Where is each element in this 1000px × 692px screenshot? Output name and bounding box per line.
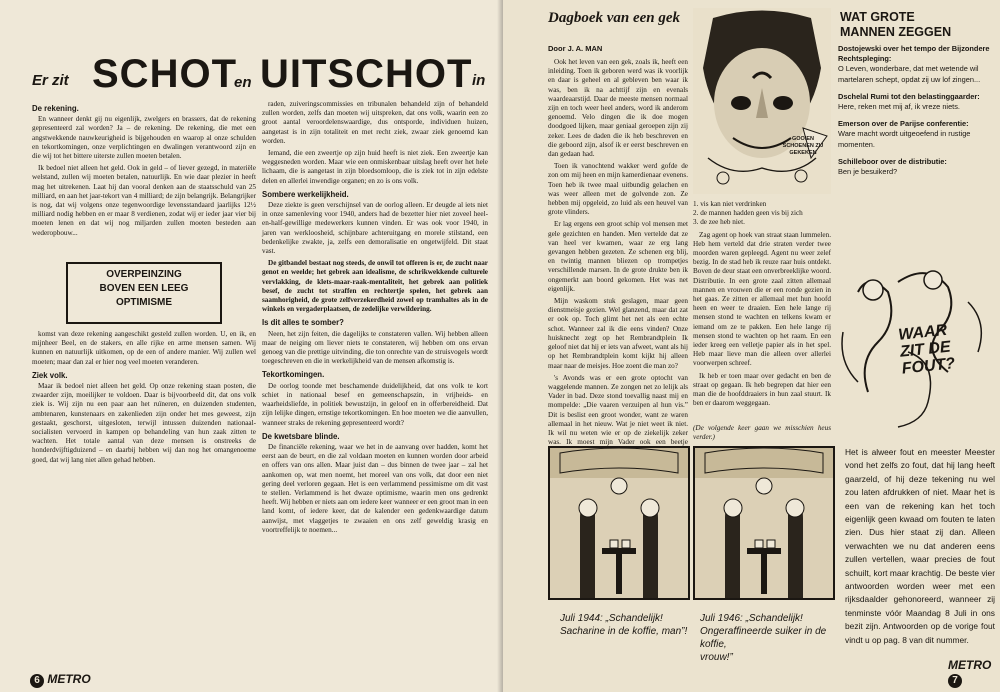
quotes-heading bbox=[840, 10, 990, 40]
byline: Door J. A. MAN bbox=[548, 44, 603, 53]
subhead-tekortkomingen: Tekortkomingen. bbox=[262, 370, 325, 380]
waar-line: ZIT DE bbox=[899, 338, 952, 361]
paragraph: Deze ziekte is geen verschijnsel van de oorlog alleen. Er deugde al iets niet in onze samenleving voor 1940, anders had de bezetter hier niet zoveel heel-en-half-gewillige medewerkers kunnen vinden. Er was ook voor 1940, in jaren van werkloosheid, schijnbare achteruitgang en morele stilstand, een bedenkelijke zwakte, ja, zelfs een demoralisatie en ongetwijfeld. Dit staat vast. bbox=[262, 201, 488, 256]
title-mid: en bbox=[234, 74, 252, 91]
cartoon-panel-1944 bbox=[548, 446, 690, 600]
waar-zit-de-fout-illustration bbox=[838, 262, 996, 434]
article-title bbox=[32, 52, 492, 102]
quote-attribution: Dschelal Rumi tot den belastinggaarder: bbox=[838, 91, 980, 101]
quote-text: Here, reken met mij af, ik vreze niets. bbox=[838, 102, 960, 112]
paragraph: Neen, het zijn feiten, die dagelijks te constateren vallen. Wij hebben alleen maar de neiging om liever niets te constateren, wij hebben om ons ervan genoeg van die prettige uitvinding, die ton onrechte van de struisvogels wordt toegeschreven en die in werkelijkheid van de mensen afkomstig is. bbox=[262, 329, 488, 366]
paragraph: Mijn waskom stuk geslagen, maar geen dienstmeisje gezien. Wel glanzend, maar dat zat er ook op. Toch glimt het net als een echte schot. Wanneer zal ik die eens vinden? Onze huisknecht zegt op het Rembrandtplein Ik geloof niet dat hij er iets van afweet, want als hij op het Rembrandtplein komt kijkt hij alleen maar naar de meisjes. Hoe zoent die man zo? bbox=[548, 297, 688, 370]
title-pre: Er zit bbox=[32, 72, 69, 89]
numbered-list-item: 3. de zee heb niet. bbox=[693, 218, 745, 227]
quote-text: O Leven, wonderbare, dat met wetende wil martelaren schept, opdat zij uw lof zingen... bbox=[838, 64, 981, 84]
quote-attribution: Schilleboor over de distributie: bbox=[838, 156, 947, 166]
quotes-heading-line: WAT GROTE bbox=[840, 10, 915, 24]
quote-attribution: Emerson over de Parijse conferentie: bbox=[838, 119, 969, 129]
waar-line: WAAR bbox=[897, 321, 948, 344]
caption-line: Sacharine in de koffie, man”! bbox=[560, 626, 688, 637]
paragraph: Ik heb er toen maar over gedacht en ben de straat op gegaan. Ik heb begrepen dat hier een man die de hoofddraaiers in hun zaal stuurt. Ik ben er daarom weggegaan. bbox=[693, 371, 831, 408]
subhead-kwetsbare: De kwetsbare blinde. bbox=[262, 431, 340, 441]
title-word-uitschot: UITSCHOT bbox=[260, 52, 473, 96]
left-column-1-bottom bbox=[32, 330, 256, 670]
panel-caption-1946 bbox=[700, 612, 840, 664]
caption-line: Ongeraffineerde suiker in de koffie, bbox=[700, 626, 827, 650]
left-column-1-top bbox=[32, 100, 256, 262]
paragraph: En wanneer denkt gij nu eigenlijk, zwelgers en brassers, dat de rekening gepresenteerd zal worden? Ja – de rekening. De rekening, die met een angstwekkende nauwkeurigheid is bijgehouden en waarop al onze schulden en tekortkomingen, onze verplichtingen en dwalingen verantwoord zijn en die wij tot het bittere uiterste zullen moeten betalen. bbox=[32, 115, 256, 161]
left-column-2 bbox=[262, 100, 488, 672]
numbered-list-item: 2. de mannen hadden geen vis bij zich bbox=[693, 209, 803, 218]
pull-quote-line: BOVEN EEN LEEG bbox=[99, 283, 189, 294]
paragraph: Zag agent op hoek van straat staan lummelen. Heb hem verteld dat drie straten verder twee moorden waren gepleegd. Agent nu weer zelef bezig. In de stad heb ik reuze raar huis ontdekt. Boven de deur staat een onverbreeklijke woord. Distributie. In een grote zaal zitten allemaal mannen en vrouwen die er een ronde gezien in het gaas. Ze zitten er allemaal met hun hoofd heen en weer te draaien. Een hele lange rij mensen stond te wachten en telkens kwam er iemand om ze te pakken. Een hele lange rij mensen stond te wachten op het raam. En een ieder kreeg een velletje papier als in het spel. Heb maar lieve man die alleen over allerlei voorwerpen schreef. bbox=[693, 230, 831, 368]
subhead-sombere: Sombere werkelijkheid. bbox=[262, 189, 349, 199]
paragraph: Er lag ergens een groot schip vol mensen met gele gezichten en handen. Men vertelde dat ze van heel ver kwamen, waar ze erg lang gevangen hebben gezeten. Ze schenen erg blij, en twintig mannen bliezen op trompetjes verschillende marsen. In de grote drukte ben ik ongemerkt aan boord gekomen. Het was net eigenlijk. bbox=[548, 220, 688, 293]
pull-quote-box bbox=[66, 262, 222, 324]
paragraph: De oorlog toonde met beschamende duidelijkheid, dat ons volk te kort schiet in nationaal besef en gemeenschapszin, in vrijheids- en waarheidsliefde, in politiek bewustzijn, in geloof en in offerbereidheid. Dat zijn lelijke dingen, ernstige tekortkomingen. En hoe moeten we die aanvullen, wanneer straks de rekening gepresenteerd wordt? bbox=[262, 381, 488, 427]
quotes-heading-line: MANNEN ZEGGEN bbox=[840, 25, 952, 39]
subhead-ziek-volk: Ziek volk. bbox=[32, 370, 68, 380]
paragraph: komst van deze rekening aangeschikt gesteld zullen worden. U, en ik, en mijnheer Beel, en de stakers, en alle rijke en arme mensen samen. Wij kunnen en natuurlijk uitkomen, op de een of andere manier. Wij zullen wel moeten; maar dan zal er hier nog veel moeten veranderen. bbox=[32, 330, 256, 366]
cartoon-panel-1946 bbox=[693, 446, 835, 600]
magazine-name: METRO bbox=[47, 672, 91, 686]
subhead-rekening: De rekening. bbox=[32, 104, 79, 113]
quote-text: Ware macht wordt uitgeoefend in rustige momenten. bbox=[838, 129, 971, 149]
waar-line: FOUT? bbox=[901, 355, 956, 378]
quote-attribution: Dostojewski over het tempo der Bijzondere Rechtspleging: bbox=[838, 44, 990, 64]
quotes-list bbox=[838, 44, 996, 184]
paragraph: Ook het leven van een gek, zoals ik, heeft een inleiding. Toen ik geboren werd was ik voorlijk en daar is geheel en al gebleven ben waar ik was, ben ik na achttijf zijn en evenals waardeaarstijd. Daar de meeste mensen normaal zijn en toch weer heel anders, word ik anderom genoemd. Velo dingen die ik doe mogen doodgoed lijken, maar geniaal geroepen zijn zij zeker. Lees de daden die ik heb beschreven en die geboord zijn, alsof ik er eerst beschreven en dan gedaan had. bbox=[548, 58, 688, 159]
magazine-name: METRO bbox=[948, 658, 992, 672]
caption-line: Juli 1944: „Schandelijk! bbox=[560, 613, 663, 624]
quote-item bbox=[838, 44, 996, 85]
quote-item bbox=[838, 92, 996, 112]
paragraph: Toen ik vanochtend wakker werd gofde de zon om mij heen en mijn kamerdienaar evenens. Toen heb ik twee maal uitbundig gelachen en was weer alleen met de golvende zon. Ze hebben mij opgeleid, zo luid als een heuvel van grote vlinders. bbox=[548, 162, 688, 217]
paragraph: Maar ik bedoel niet alleen het geld. Op onze rekening staan posten, die zwaarder zijn, moeilijker te voldoen. Daar is bijvoorbeeld dit, dat ons volk ziek is. Wij zijn nu een paar aan het ruïneren, en duizenden studenten, ambtenaren, kunstenaars en zakenlieden zijn onder het mes geweest, zijn gestaakt, geschorst, uitgesloten, terwijl intussen duizenden nationaal-socialisten vervoerd in kampen op behandeling van hun zaak zitten te wachten. Het totale aantal van deze mensen is onstreeks de honderdvijftigduizend – en daarbij hebben wij dan nog het omangenoeme goed, dat wij lang niet allen gehad hebben. bbox=[32, 382, 256, 464]
right-column-1 bbox=[548, 58, 688, 447]
paragraph: De gitbandel bestaat nog steeds, de onwil tot offeren is er, de zucht naar genot en weelde; het gebrek aan idealisme, de schrikwekkende culturele vervlakking, de klets-maar-raak-mentaliteit, het gebrek aan politiek besef, de zucht tot straffen en rechtertje spelen, het gebrek aan saamhorigheid, de grote zelfverzekerdheid zowel op tramhaltes als in de winkels en vergaderplaatsen, de zedelijke verwildering. bbox=[262, 259, 488, 314]
paragraph: raden, zuiveringscommissies en tribunalen behandeld zijn of behandeld zullen worden, zelfs dan moeten wij uitspreken, dat ons volk, waarin een zo groot aantal veroordelenswaardige, dus ontsporde, individuen huizen, aangetast is in zijn totaliteit en met recht ziek, zwaar ziek genoemd kan worden. bbox=[262, 100, 488, 145]
title-word-schot: SCHOT bbox=[92, 52, 237, 96]
caption-line: Juli 1946: „Schandelijk! bbox=[700, 613, 803, 624]
pull-quote-line: OVERPEINZING bbox=[106, 269, 182, 280]
title-post: in bbox=[472, 72, 486, 89]
panel-caption-1944 bbox=[560, 612, 710, 638]
page-number-left bbox=[30, 672, 91, 688]
quote-text: Ben je besuikerd? bbox=[838, 167, 898, 177]
illustration-label: GOOIEN SCHOENEN ZIJ GEKEKEN bbox=[782, 136, 824, 156]
puzzle-text: Het is alweer fout en meester Meester vond het zelfs zo fout, dat hij lang heeft gaarzeld, of hij deze tekening nu wel zou laten afdrukken of niet. Maar het is een van de rekening kan het toch eigenlijk geen kwaad om fouten te laten zien. Dus hier staat zij dan. Alleen verwachten we nu dat anderen eens zullen vertellen, waar precies de fout schuilt, kort maar krachtig. De beste vier antwoorden worden weer met een rijksdaalder gehonoreerd, wanneer zij tenminste vóór Maandag 8 Juli in ons bezit zijn. Antwoorden op de vorige fout vindt u op pag. 8 van dit nummer. bbox=[845, 447, 995, 645]
upside-down-face-illustration bbox=[693, 8, 831, 194]
page-number: 7 bbox=[948, 674, 962, 688]
quote-item bbox=[838, 157, 996, 177]
quote-item bbox=[838, 119, 996, 150]
page-number-right bbox=[948, 658, 1000, 688]
pull-quote-line: OPTIMISME bbox=[115, 297, 173, 308]
right-column-2 bbox=[693, 200, 831, 440]
paragraph: 's Avonds was er een grote optocht van waggelende mannen. Ze zongen net zo lelijk als Vader in bad. Deze stond toevallig naast mij en mompelde: „Die vaaren verzuipen al hun vis.” Dit is beslist een groot wonder, want ze waren allemaal in het nieuw. Wat je niet weet ik niet. Ik wil nu weten wie er op de ziekelijk zeker was. Ik moest mijn Vader ook een beetje bbox=[548, 373, 688, 447]
page-number: 6 bbox=[30, 674, 44, 688]
paragraph: Ik bedoel niet alleen het geld. Ook in geld – of liever gezegd, in materiële welstand, zullen wij moeten betalen, natuurlijk. En wie daar plezier in heeft mag het uitrekenen. Laat hij dan vooral denken aan de staatsschuld van 25 milliard, en aan het jaar-tekort van 4 milliard; de zijn belangrijk. Belangrijker is nog, dat wij volgens onze tegenwoordige levensstandaard jaarlijks 12½ milliard nodig hebben en er maar 8 verdienen, zodat wij er ieder jaar vier bij moeten lenen en dat wij nog miljarden zullen moeten besteden aan wederopbouw... bbox=[32, 164, 256, 237]
paragraph: De financiële rekening, waar we het in de aanvang over hadden, komt het eerst aan de beurt, en die zal voldaan moeten en kunnen worden door arbeid en offers van ons allen. Maar juist dan – dus binnen de twee jaar – zal het aankomen op, wat men noemt, het moreel van ons volk, dat door een niet gering deel verloren gegaan. Het is een verlammend pessimisme om dit vast te stellen. Verlammend is het dwaze optimisme, waarin men ons gedrenkt heeft. Wij hebben er niets aan om iedere keer wanneer er een groot man in een land komt, of iedere keer, dat de kalender een gedenkwaardige datum aanwijst, met vlaggetjes te zwaaien en ons zelf geweldig krasig en voortreffelijk te noemen... bbox=[262, 442, 488, 534]
continuation-note: (De volgende keer gaan we misschien heus verder.) bbox=[693, 424, 831, 442]
numbered-list-item: 1. vis kan niet verdrinken bbox=[693, 200, 767, 208]
paragraph: Iemand, die een zweertje op zijn huid heeft is niet ziek. Een zweertje kan weggesneden worden. Maar wie een onmiskenbaar uitslag heeft over het hele lichaam, die is aangetast in zijn bloedsomloop, die is ziek tot in zijn edelste delen en allerlei inwendige organen; en zo is ons volk. bbox=[262, 149, 488, 185]
subhead-somber: Is dit alles te somber? bbox=[262, 318, 344, 328]
diary-headline: Dagboek van een gek bbox=[548, 10, 681, 26]
waar-zit-de-fout-label bbox=[897, 321, 955, 377]
caption-line: vrouw!” bbox=[700, 652, 733, 663]
